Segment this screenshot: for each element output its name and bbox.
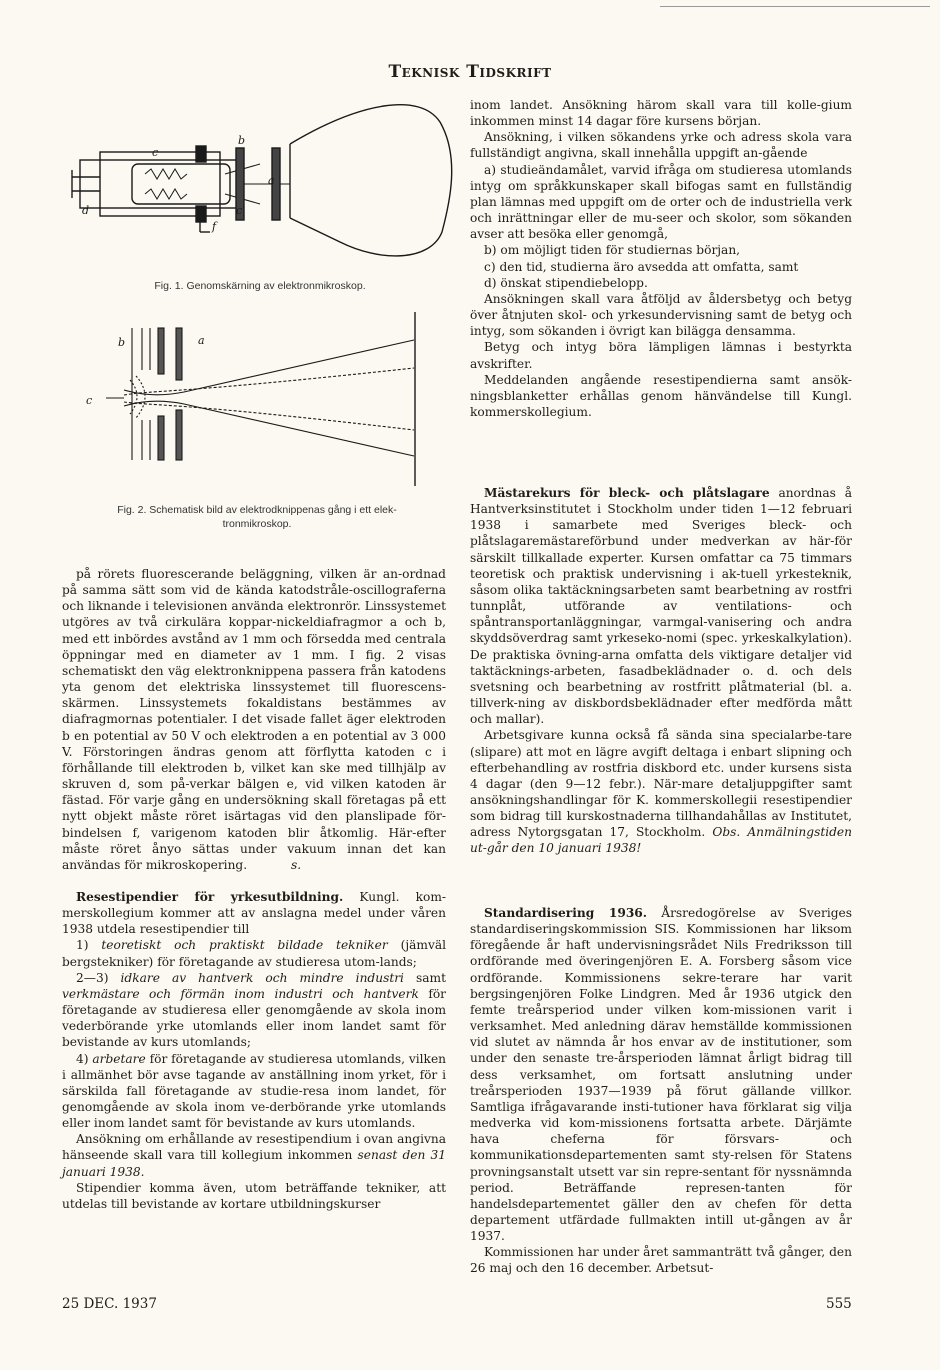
figure-2-caption-line-2: tronmikroskop. [222,518,292,530]
svg-text:b: b [118,336,126,349]
page-top-rule [660,6,930,7]
body-paragraph: Ansökning om erhållande av resestipendium i ovan angivna hänseende skall vara till kollegium inkommen senast den 31 januari 1938. [62,1132,446,1179]
section-heading-mastarekurs: Mästarekurs för bleck- och plåtslagare [484,486,770,500]
svg-text:b: b [238,134,246,147]
figure-1-electron-microscope-section [60,92,460,272]
body-paragraph: inom landet. Ansökning härom skall vara till kolle-gium inkommen minst 14 dagar före kursens början. [470,98,852,129]
mastarekurs-paragraph: Mästarekurs för bleck- och plåtslagare anordnas å Hantverksinstitutet i Stockholm under tiden 1—12 februari 1938 i samarbete med Sveriges bleck- och plåtslagaremästareförbund under medverkan av här-för särskilt tillkallade experter. Kursen omfattar ca 75 timmars teoretisk och praktisk undervisning i ak-tuell yrkesteknik, såsom olika taktäckningsarbeten samt bearbetning av rostfri tunnplåt, utförande av ventilations- och spåntransportanläggningar, varmgal-vanisering och andra skyddsöverdrag samt yrkeseko-nomi (spec. yrkeskalkylation). De praktiska övning-arna omfatta dels viktigare detaljer vid taktäcknings-arbeten, fasadbeklädnader o. d. och dels svetsning och bearbetning av rostfritt plåtmaterial (bl. a. tillverk-ning av diskbordsbeklädnader efter medförda mått och mallar). [470,486,852,727]
body-paragraph: Stipendier komma även, utom beträffande tekniker, att utdelas till bevistande av kortare utbildningskurser [62,1180,446,1211]
svg-text:a: a [268,174,275,187]
section-heading-resestipendier: Resestipendier för yrkesutbildning. [76,889,344,904]
body-paragraph: Meddelanden angående resestipendierna samt ansök-ningsblanketter erhållas genom hänvändelse till Kungl. kommerskollegium. [470,372,852,419]
footer-date: 25 DEC. 1937 [62,1296,157,1312]
figure-2-caption-line-1: Fig. 2. Schematisk bild av elektrodknippenas gång i ett elek- [117,504,397,516]
section-heading-standardisering: Standardisering 1936. [484,906,648,920]
list-item: 4) arbetare för företagande av studieresa utomlands, vilken i allmänhet bör avse tagande av anställning inom yrket, för i särskilda fall företagande av studie-resa inom landet, för genomgående av skola inom ve-derbörande yrke utomlands eller inom landet samt för bevistande av kurs utomlands. [62,1051,447,1131]
footer-page-number: 555 [826,1296,852,1312]
svg-text:c': c' [236,204,246,217]
list-item: a) studieändamålet, varvid ifråga om studieresa utomlands intyg om språkkunskaper skall bifogas samt en fullständig plan lämnas med uppgift om de orter och de industriella verk och inrättningar eller de mu-seer och skolor, som sökanden avser att besöka eller genomgå, [470,162,852,242]
right-column [470,97,852,420]
list-item: c) den tid, studierna äro avsedda att omfatta, samt [484,259,799,274]
svg-text:c: c [152,146,159,159]
right-column-standardisering [470,905,852,1277]
figure-2-beam-schematic [84,310,424,490]
list-item: d) önskat stipendiebelopp. [484,275,648,290]
body-paragraph: Betyg och intyg böra lämpligen lämnas i bestyrkta avskrifter. [470,340,852,371]
body-paragraph: Ansökningen skall vara åtföljd av åldersbetyg och betyg över åtnjuten skol- och yrkesundervisning samt de betyg och intyg, som sökanden i övrigt kan bilägga densamma. [470,291,852,339]
body-paragraph: på rörets fluorescerande beläggning, vilken är an-ordnad på samma sätt som vid de kända katodstråle-oscillograferna och liknande i televisionen använda elektronrör. Linssystemet utgöres av två cirkulära koppar-nickeldiafragmor a och b, med ett inbördes avstånd av 1 mm och försedda med centrala öppningar med en diameter av 1 mm. I fig. 2 visas schematiskt den väg elektronknippena passera från katodens yta genom det elektriska linssystemet till fluorescens-skärmen. Linssystemets fokaldistans bestämmes av diafragmornas potentialer. I det visade fallet äger elektroden b en potential av 50 V och elektroden a en potential av 3 000 V. Förstoringen ändras genom att förflytta katoden c i förhållande till elektroden b, vilket kan ske med tillhjälp av skruven d, som på-verkar bälgen e, vid vilken katoden är fästad. För varje gång en undersökning skall företagas på ett nytt objekt måste röret isärtagas vid den planslipade för-bindelsen f, varigenom katoden blir åtkomlig. Här-efter måste röret ånyo sättas under vakuum innan det kan användas för mikroskopering. s. [62,567,446,872]
body-paragraph: Arbetsgivare kunna också få sända sina specialarbe-tare (slipare) att mot en lägre avgift deltaga i enbart slipning och efterbehandling av rostfria diskbord etc. under kursens sista 4 dagar (den 9—12 febr.). När-mare detaljuppgifter samt ansökningshandlingar för K. kommerskollegii resestipendier som bidrag till kurskostnaderna tillhandahållas av Institutet, adress Nytorgsgatan 17, Stockholm. Obs. Anmälningstiden ut-går den 10 januari 1938! [470,728,852,856]
svg-text:a: a [198,334,205,347]
resestipendier-paragraph: Resestipendier för yrkesutbildning. Kungl. kom-merskollegium kommer att av anslagna medel under våren 1938 utdela resestipendier till [62,889,446,937]
list-item: b) om möjligt tiden för studiernas början, [484,243,741,258]
list-item: 1) teoretiskt och praktiskt bildade tekniker (jämväl bergstekniker) för företagande av studieresa utom-lands; [62,938,447,969]
journal-masthead: Teknisk Tidskrift [388,62,552,82]
list-item: 2—3) idkare av hantverk och mindre industri samt verkmästare och förmän inom industri och hantverk för företagande av studieresa eller genomgående av skola inom vederbörande yrke utomlands eller inom landet samt för bevistande av kurs utomlands; [62,970,447,1050]
left-column [62,566,446,1212]
body-paragraph: Ansökning, i vilken sökandens yrke och adress skola vara fullständigt angivna, skall innehålla uppgift an-gående [470,130,852,161]
svg-text:d: d [82,204,90,217]
right-column-mastarekurs [470,485,852,857]
standardisering-paragraph: Standardisering 1936. Årsredogörelse av Sveriges standardiseringskommission SIS. Kommissionen har liksom föregående år haft undervisningsrådet Nils Fredriksson till ordförande med överingenjören E. A. Forsberg såsom vice ordförande. Kommissionens sekre-terare har varit bergsingenjören Folke Lindgren. Med år 1936 utgick den femte treårsperiod under vilken kom-missionen varit i verksamhet. Med anledning därav hemställde kommissionen vid slutet av nämnda år hos envar av de institutioner, som under den senaste tre-årsperioden lämnat årligt bidrag till dess verksamhet, om fortsatt anslutning under treårsperioden 1937—1939 på förut gällande villkor. Samtliga ifrågavarande insti-tutioner hava förklarat sig vilja medverka vid kom-missionens fortsatta arbete. Därjämte hava cheferna för försvars- och kommunikationsdepartementen samt sty-relsen för Statens provningsanstalt utsett var sin repre-sentant för nyssnämnda period. Beträffande represen-tanten för handelsdepartementet gäller den av chefen för detta departement utfärdade fullmakten intill ut-gången av år 1937. [470,906,853,1244]
figure-2-caption [62,503,452,531]
body-paragraph: Kommissionen har under året sammanträtt två gånger, den 26 maj och den 16 december. Arbetsut- [470,1245,852,1276]
svg-text:c: c [86,394,93,407]
figure-1-caption: Fig. 1. Genomskärning av elektronmikroskop. [154,280,366,292]
svg-text:f: f [212,220,217,233]
